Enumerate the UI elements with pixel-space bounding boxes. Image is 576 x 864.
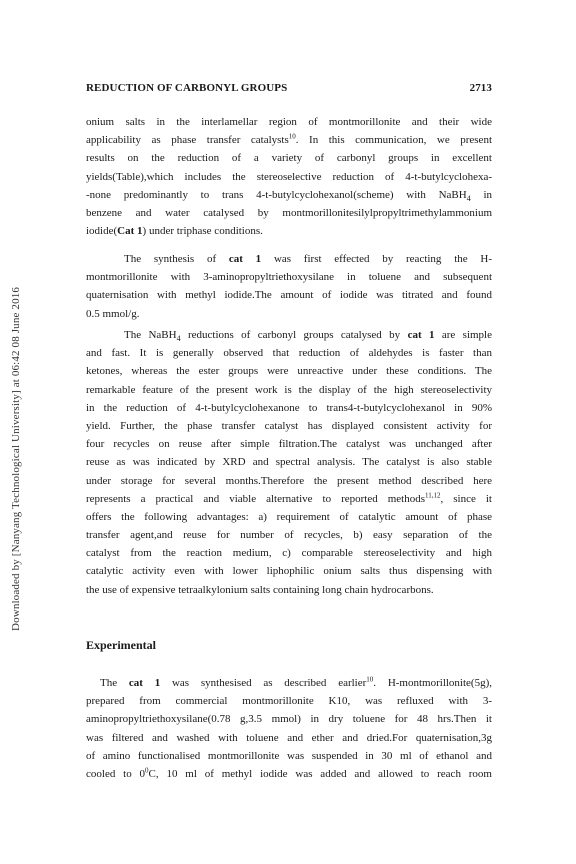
text-line: onium salts in the interlamellar region of montmorillonite and their wide — [86, 116, 492, 128]
paragraph-experimental — [86, 674, 492, 783]
text-line: The NaBH$_4$ reductions of carbonyl groups catalysed by cat 1 are simple — [124, 329, 492, 344]
text-line: remarkable feature of the present work is the display of the high stereoselectivity — [86, 383, 492, 396]
text-line: yields(Table),which includes the stereoselective reduction of 4-t-butylcyclohexa- — [86, 170, 492, 183]
text-line: transfer agent,and reuse for number of recycles, b) easy separation of the — [86, 529, 492, 542]
download-note: Downloaded by [Nanyang Technological University] at 06:42 08 June 2016 — [10, 286, 22, 631]
text-line: catalyst from the reaction medium, c) comparable stereoselectivity and high — [86, 547, 492, 560]
text-line: iodide(Cat 1) under triphase conditions. — [86, 225, 263, 238]
text-line: in the reduction of 4-t-butylcyclohexanone to trans4-t-butylcyclohexanol in 90% — [86, 401, 492, 414]
text-line: aminopropyltriethoxysilane(0.78 g,3.5 mmol) in dry toluene for 48 hrs.Then it — [86, 713, 492, 726]
text-line: ketones, whereas the ester groups were unreactive under these conditions. The — [86, 365, 492, 378]
text-line: catalytic activity even with lower liphophilic onium salts thus dispensing with — [86, 565, 492, 578]
catalyst-label: Cat 1 — [117, 225, 143, 238]
text-line: quaternisation with methyl iodide.The amount of iodide was titrated and found — [86, 289, 492, 302]
text-line: -none predominantly to trans 4-t-butylcyclohexanol(scheme) with NaBH$_4$ in — [86, 188, 492, 203]
text-line: was filtered and washed with toluene and ether and dried.For quaternisation,3g — [86, 731, 492, 744]
text-line: The cat 1 was synthesised as described earlier$^{10}$. H-montmorillonite(5g), — [100, 675, 492, 689]
text-line: and fast. It is generally observed that reduction of aldehydes is faster than — [86, 347, 492, 360]
text-line: the use of expensive tetraalkylonium salts containing long chain hydrocarbons. — [86, 583, 434, 596]
text-line: montmorillonite with 3-aminopropyltriethoxysilane in toluene and subsequent — [86, 271, 492, 284]
text-line: offers the following advantages: a) requirement of catalytic amount of phase — [86, 510, 492, 523]
paragraph-synthesis — [86, 250, 492, 323]
text-line: applicability as phase transfer catalysts$^{10}$. In this communication, we present — [86, 132, 492, 147]
paragraph-intro — [86, 113, 492, 240]
degree-superscript: 0 — [145, 766, 149, 775]
subscript: 4 — [176, 334, 181, 344]
text-line: of amino functionalised montmorillonite was suspended in 30 ml of ethanol and — [86, 749, 492, 762]
text-line: represents a practical and viable alternative to reported methods$^{11,12}$, since it — [86, 491, 492, 505]
text-line: reuse as was indicated by XRD and spectral analysis. The catalyst is also stable — [86, 456, 492, 469]
citation-ref: 10 — [288, 132, 296, 141]
catalyst-label: cat 1 — [407, 329, 435, 341]
text-line: results on the reduction of a variety of carbonyl groups in excellent — [86, 152, 492, 165]
page-number: 2713 — [469, 82, 492, 94]
citation-ref: 11,12 — [425, 491, 441, 500]
text-line: prepared from commercial montmorillonite K10, was refluxed with 3- — [86, 695, 492, 708]
citation-ref: 10 — [366, 675, 374, 684]
text-line: under storage for several months.Therefore the present method described here — [86, 474, 492, 487]
catalyst-label: cat 1 — [128, 677, 161, 689]
running-header — [86, 82, 492, 98]
paragraph-results — [86, 326, 492, 599]
text-line: cooled to $0^0C$, 10 ml of methyl iodide was added and allowed to reach room — [86, 766, 492, 780]
text-line: yield. Further, the phase transfer catalyst has displayed consistent activity for — [86, 419, 492, 432]
download-watermark — [7, 236, 25, 681]
text-line: The synthesis of cat 1 was first effected by reacting the H- — [124, 253, 492, 265]
text-line: 0.5 mmol/g. — [86, 307, 140, 320]
text-line: benzene and water catalysed by montmorillonitesilylpropyltrimethylammonium — [86, 206, 492, 219]
running-title: REDUCTION OF CARBONYL GROUPS — [86, 82, 288, 94]
text-line: four recycles on reuse after simple filtration.The catalyst was unchanged after — [86, 438, 492, 451]
catalyst-label: cat 1 — [228, 253, 262, 265]
section-heading-experimental: Experimental — [86, 638, 156, 652]
subscript: 4 — [466, 193, 471, 203]
